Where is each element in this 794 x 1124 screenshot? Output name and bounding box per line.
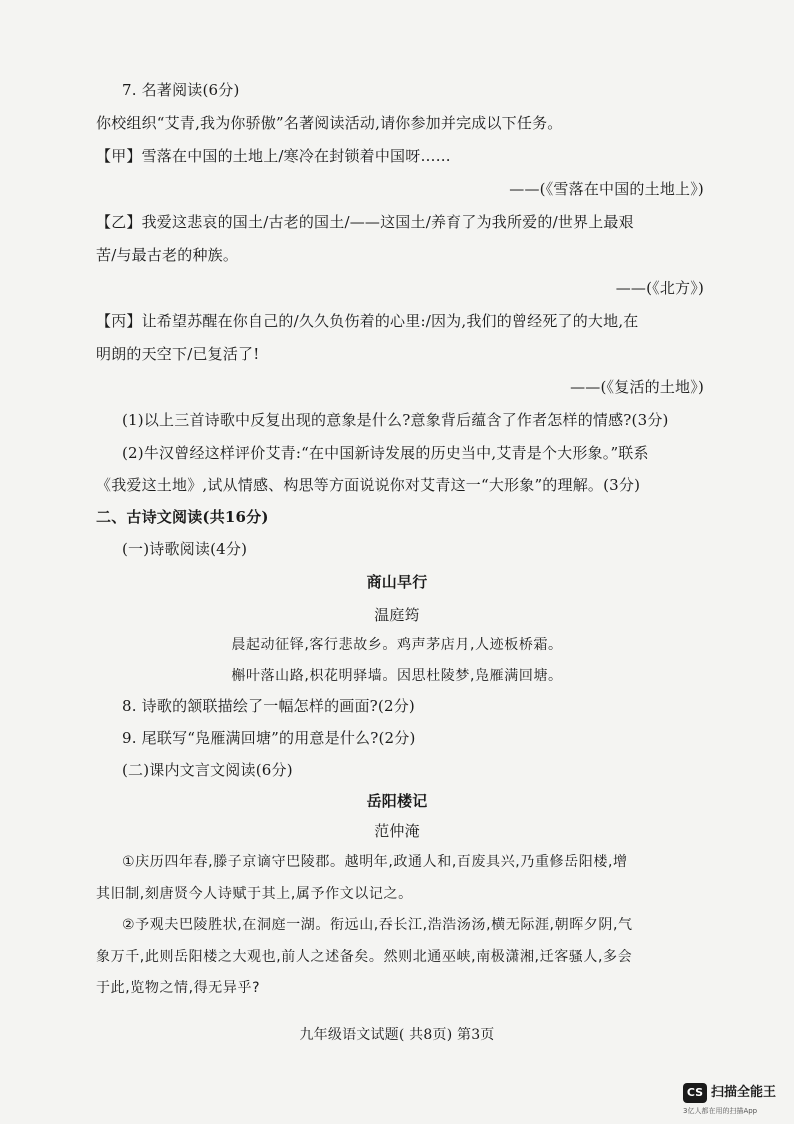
- page-footer: 九年级语文试题( 共8页) 第3页: [299, 1027, 495, 1043]
- part2-title: (二)课内文言文阅读(6分): [122, 761, 293, 779]
- q7-title: 7. 名著阅读(6分): [122, 81, 240, 99]
- yi-text-line1: 【乙】我爱这悲哀的国土/古老的国土/——这国土/养育了为我所爱的/世界上最艰: [96, 213, 634, 231]
- q7-sub1: (1)以上三首诗歌中反复出现的意象是什么?意象背后蕴含了作者怎样的情感?(3分): [122, 411, 669, 429]
- para2-line3: 于此,览物之情,得无异乎?: [96, 980, 261, 996]
- poem-title: 商山早行: [366, 573, 428, 591]
- section2-title: 二、古诗文阅读(共16分): [96, 508, 269, 526]
- para1-line2: 其旧制,刻唐贤今人诗赋于其上,属予作文以记之。: [96, 886, 413, 902]
- bing-text-line1: 【丙】让希望苏醒在你自己的/久久负伤着的心里:/因为,我们的曾经死了的大地,在: [96, 312, 639, 330]
- q7-intro: 你校组织“艾青,我为你骄傲”名著阅读活动,请你参加并完成以下任务。: [96, 114, 563, 132]
- bing-source: ——(《复活的土地》): [570, 378, 704, 396]
- jia-source: ——(《雪落在中国的土地上》): [509, 180, 704, 198]
- yi-source: ——(《北方》): [615, 279, 704, 297]
- para1-line1: ①庆历四年春,滕子京谪守巴陵郡。越明年,政通人和,百废具兴,乃重修岳阳楼,增: [122, 854, 628, 870]
- q9: 9. 尾联写“凫雁满回塘”的用意是什么?(2分): [122, 729, 416, 747]
- para2-line2: 象万千,此则岳阳楼之大观也,前人之述备矣。然则北通巫峡,南极潇湘,迁客骚人,多会: [96, 949, 633, 965]
- essay-author: 范仲淹: [374, 822, 420, 840]
- q7-sub2-line1: (2)牛汉曾经这样评价艾青:“在中国新诗发展的历史当中,艾青是个大形象。”联系: [122, 444, 649, 462]
- yi-text-line2: 苦/与最古老的种族。: [96, 246, 239, 264]
- poem-author: 温庭筠: [374, 606, 420, 624]
- para2-line1: ②予观夫巴陵胜状,在洞庭一湖。衔远山,吞长江,浩浩汤汤,横无际涯,朝晖夕阴,气: [122, 917, 633, 933]
- scanner-tagline: 3亿人都在用的扫描App: [683, 1107, 758, 1115]
- camscanner-logo-icon: CS: [683, 1083, 707, 1103]
- essay-title: 岳阳楼记: [366, 792, 428, 810]
- q8: 8. 诗歌的颔联描绘了一幅怎样的画面?(2分): [122, 697, 415, 715]
- jia-text: 【甲】雪落在中国的土地上/寒冷在封锁着中国呀……: [96, 147, 451, 165]
- poem-line2: 槲叶落山路,枳花明驿墙。因思杜陵梦,凫雁满回塘。: [231, 668, 563, 684]
- part1-title: (一)诗歌阅读(4分): [122, 540, 248, 558]
- scanner-brand: 扫描全能王: [711, 1085, 777, 1100]
- poem-line1: 晨起动征铎,客行悲故乡。鸡声茅店月,人迹板桥霜。: [231, 637, 563, 653]
- bing-text-line2: 明朗的天空下/已复活了!: [96, 345, 260, 363]
- q7-sub2-line2: 《我爱这土地》,试从情感、构思等方面说说你对艾青这一“大形象”的理解。(3分): [96, 476, 641, 494]
